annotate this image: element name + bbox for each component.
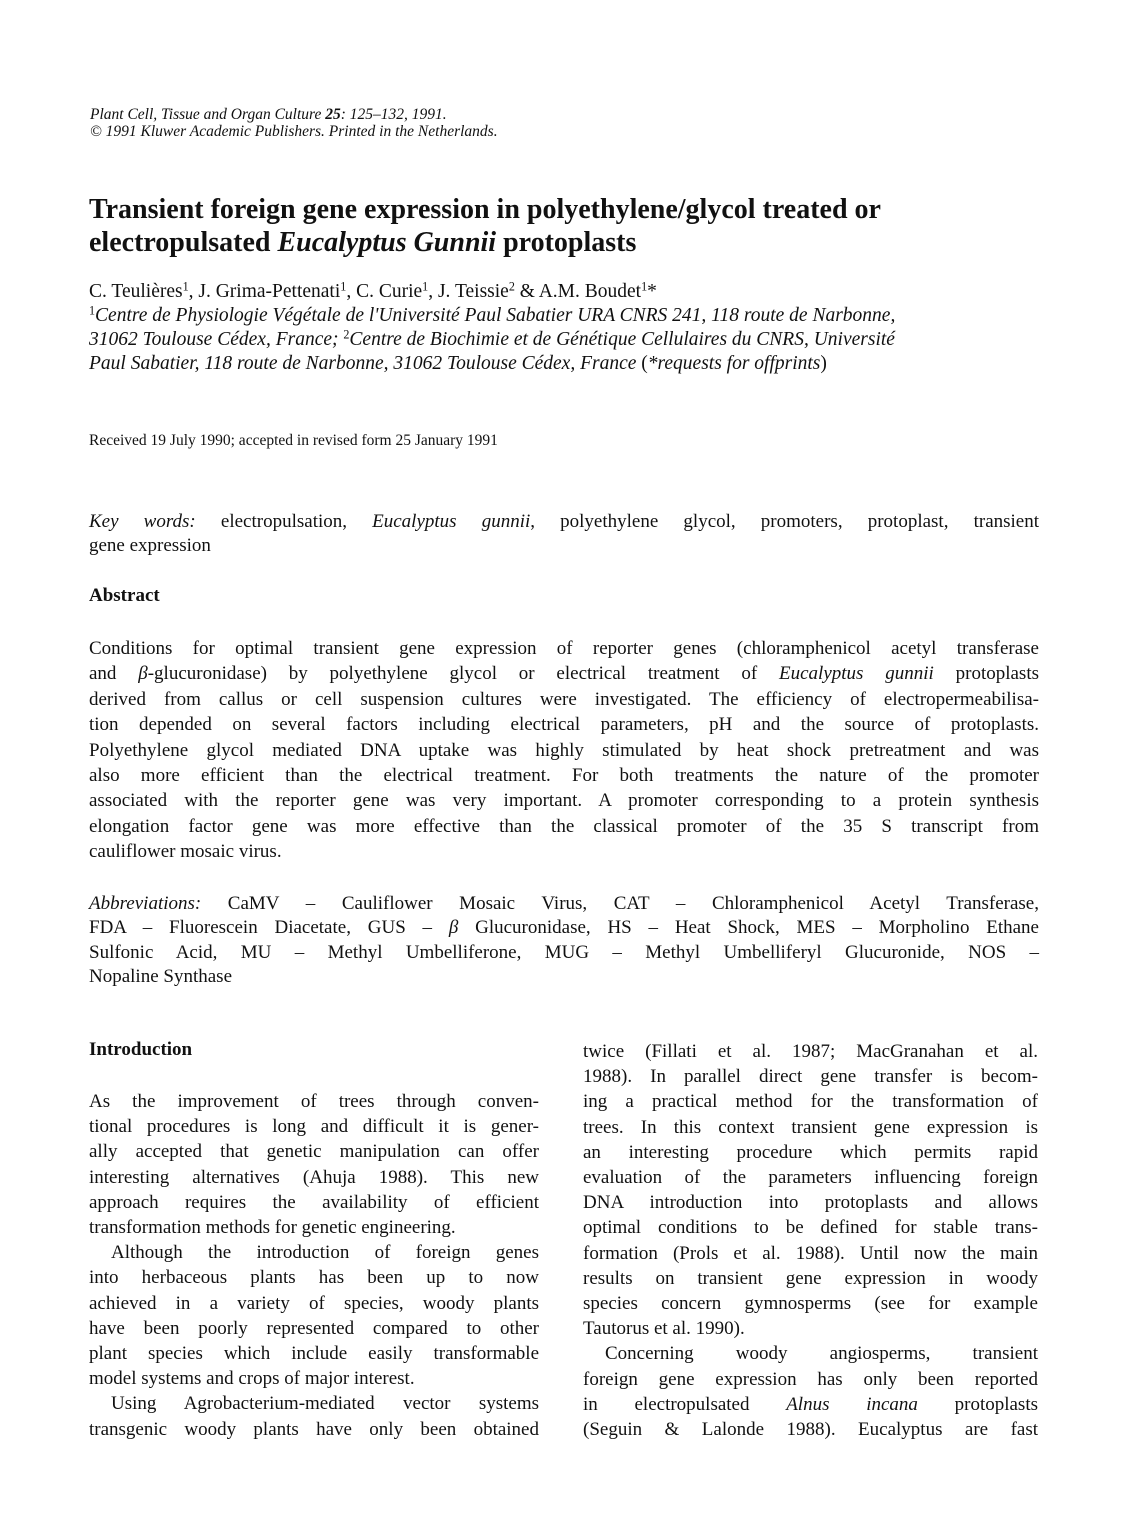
text-line (89, 941, 1039, 965)
text-line (583, 1165, 1038, 1190)
text-line (89, 788, 1039, 813)
introduction-heading: Introduction (89, 1039, 193, 1060)
left-column (89, 1089, 539, 1442)
text-segment: model systems and crops of major interest. (89, 1368, 415, 1390)
text-line (89, 1316, 539, 1341)
paper-title (89, 193, 881, 259)
text-segment: protoplasts (933, 663, 1040, 685)
abbreviations (89, 892, 1039, 990)
text-line (89, 1291, 539, 1316)
text-segment: an interesting procedure which permits rapid (583, 1141, 1038, 1163)
text-line (583, 1039, 1038, 1064)
text-segment: achieved in a variety of species, woody plants (89, 1292, 539, 1314)
superscript: 1 (422, 279, 429, 294)
text-segment: Tautorus et al. 1990). (583, 1318, 745, 1340)
text-segment: and (89, 663, 139, 685)
text-line (89, 1089, 539, 1114)
text-segment: elongation factor gene was more effective than the classical promoter of the 35 S transcript from (89, 815, 1039, 837)
text-line (89, 814, 1039, 839)
received-dates (89, 432, 498, 450)
text-line (583, 1140, 1038, 1165)
text-line (89, 534, 1039, 558)
text-segment: Eucalyptus gunnii (372, 511, 531, 532)
text-segment: β (138, 663, 148, 685)
text-line (89, 280, 1044, 304)
text-line (89, 432, 498, 450)
text-segment: protoplasts (917, 1393, 1038, 1415)
text-segment: *requests for offprints (647, 353, 821, 374)
text-segment: plant species which include easily transformable (89, 1343, 539, 1365)
text-segment: 1988). In parallel direct gene transfer is becom- (583, 1066, 1038, 1088)
text-line (89, 1114, 539, 1139)
text-line (89, 839, 1039, 864)
text-segment: gene expression (89, 535, 211, 556)
text-line (89, 1139, 539, 1164)
text-segment: associated with the reporter gene was very important. A promoter corresponding to a protein synthesis (89, 790, 1039, 812)
text-segment: transformation methods for genetic engineering. (89, 1217, 456, 1239)
text-segment: © 1991 (90, 123, 141, 140)
journal-citation (90, 106, 498, 140)
text-line (583, 1417, 1038, 1442)
text-segment: Key words: (89, 511, 196, 532)
text-segment: Nopaline Synthase (89, 966, 233, 988)
text-segment: Plant Cell, Tissue and Organ Culture (90, 106, 326, 123)
superscript: 1 (89, 303, 96, 318)
keywords (89, 510, 1039, 558)
text-line (89, 892, 1039, 916)
superscript: 1 (641, 279, 648, 294)
text-line (89, 712, 1039, 737)
text-segment: 31062 Toulouse Cédex, France; (89, 329, 344, 350)
text-segment: Transient foreign gene expression in polyethylene/glycol treated or (89, 194, 881, 225)
text-segment: Sulfonic Acid, MU – Methyl Umbelliferone, MUG – Methyl Umbelliferyl Glucuronide, NOS – (89, 941, 1039, 963)
text-line (89, 1366, 539, 1391)
text-segment: transgenic woody plants have only been obtained (89, 1418, 539, 1440)
text-segment: have been poorly represented compared to other (89, 1317, 539, 1339)
text-segment: cauliflower mosaic virus. (89, 841, 282, 863)
text-segment: FDA – Fluorescein Diacetate, GUS – (89, 917, 449, 939)
text-line (583, 1215, 1038, 1240)
text-segment: C. Teulières (89, 281, 183, 302)
text-segment: , J. Grima-Pettenati (188, 281, 341, 302)
text-line (583, 1115, 1038, 1140)
text-line (583, 1266, 1038, 1291)
authors-affiliations (89, 280, 1044, 376)
text-segment: Polyethylene glycol mediated DNA uptake was highly stimulated by heat shock pretreatment and was (89, 739, 1039, 761)
text-line (89, 687, 1039, 712)
text-line (89, 193, 881, 226)
text-segment: -glucuronidase) by polyethylene glycol or electrical treatment of (147, 663, 780, 685)
abstract-heading: Abstract (89, 585, 160, 606)
text-line (89, 352, 1044, 376)
text-segment: ally accepted that genetic manipulation can offer (89, 1141, 539, 1163)
text-segment: Received 19 July 1990; accepted in revised form 25 January 1991 (89, 432, 498, 449)
text-segment: DNA introduction into protoplasts and allows (583, 1192, 1038, 1214)
text-segment: CaMV – Cauliflower Mosaic Virus, CAT – Chloramphenicol Acetyl Transferase, (201, 893, 1039, 914)
text-segment: trees. In this context transient gene expression is (583, 1116, 1038, 1138)
text-line (89, 1417, 539, 1442)
text-segment: Concerning woody angiosperms, transient (605, 1343, 1038, 1365)
text-segment: derived from callus or cell suspension cultures were investigated. The efficiency of electropermeabilisa- (89, 688, 1039, 710)
text-segment: ) (820, 353, 827, 374)
text-line (89, 328, 1044, 352)
text-segment: , C. Curie (346, 281, 423, 302)
text-line (89, 1165, 539, 1190)
text-line (583, 1064, 1038, 1089)
text-segment: evaluation of the parameters influencing foreign (583, 1167, 1038, 1189)
text-segment: β (448, 917, 459, 939)
text-segment: ( (636, 353, 648, 374)
text-line (583, 1241, 1038, 1266)
text-segment: formation (Prols et al. 1988). Until now the main (583, 1242, 1038, 1264)
text-line (89, 636, 1039, 661)
text-segment: electropulsation, (195, 511, 373, 532)
text-line (583, 1367, 1038, 1392)
text-line (89, 304, 1044, 328)
text-line (89, 965, 1039, 989)
text-segment: tion depended on several factors including electrical parameters, pH and the source of protoplasts. (89, 714, 1039, 736)
text-line (583, 1190, 1038, 1215)
abstract-text (89, 636, 1039, 865)
text-segment: Glucuronidase, HS – Heat Shock, MES – Morpholino Ethane (458, 917, 1039, 939)
text-segment: : 125–132, 1991. (340, 106, 447, 123)
text-line (583, 1392, 1038, 1417)
text-line (90, 123, 498, 140)
text-segment: into herbaceous plants has been up to now (89, 1267, 539, 1289)
text-segment: , J. Teissie (428, 281, 509, 302)
text-line (89, 1240, 539, 1265)
text-segment: ing a practical method for the transformation of (583, 1091, 1038, 1113)
text-line (89, 661, 1039, 686)
text-segment: & A.M. Boudet (514, 281, 642, 302)
superscript: 2 (343, 327, 350, 342)
text-segment: 25 (325, 106, 341, 123)
text-line (89, 738, 1039, 763)
text-segment: Although the introduction of foreign genes (111, 1242, 539, 1264)
text-segment: protoplasts (496, 227, 637, 258)
superscript: 1 (340, 279, 347, 294)
text-segment: Alnus incana (786, 1393, 918, 1415)
text-segment: * (647, 281, 657, 302)
text-segment: , polyethylene glycol, promoters, protoplast, transient (530, 511, 1040, 532)
text-line (89, 1341, 539, 1366)
text-line (89, 1190, 539, 1215)
text-segment: in electropulsated (583, 1393, 787, 1415)
text-segment: Conditions for optimal transient gene expression of reporter genes (chloramphenicol acetyl transferase (89, 638, 1039, 659)
text-segment: electropulsated (89, 227, 278, 258)
text-segment: foreign gene expression has only been reported (583, 1368, 1038, 1390)
text-line (583, 1291, 1038, 1316)
text-segment: Paul Sabatier, 118 route de Narbonne, 31062 Toulouse Cédex, France (89, 353, 637, 374)
text-line (89, 916, 1039, 940)
text-segment: also more efficient than the electrical treatment. For both treatments the nature of the promoter (89, 765, 1039, 787)
text-line (583, 1341, 1038, 1366)
text-segment: tional procedures is long and difficult it is gener- (89, 1116, 539, 1138)
text-segment: Eucalyptus gunnii (779, 663, 934, 685)
text-segment: Centre de Physiologie Végétale de l'Université Paul Sabatier URA CNRS 241, 118 route de Narbonne, (95, 305, 896, 326)
text-segment: Using Agrobacterium-mediated vector systems (111, 1393, 539, 1415)
text-line (90, 106, 498, 123)
text-line (583, 1089, 1038, 1114)
right-column (583, 1039, 1038, 1442)
text-segment: Centre de Biochimie et de Génétique Cellulaires du CNRS, Université (349, 329, 895, 350)
text-line (583, 1316, 1038, 1341)
text-segment: optimal conditions to be defined for stable trans- (583, 1217, 1038, 1239)
text-segment: species concern gymnosperms (see for example (583, 1293, 1038, 1315)
superscript: 2 (508, 279, 515, 294)
superscript: 1 (182, 279, 189, 294)
text-segment: As the improvement of trees through conven- (89, 1091, 539, 1112)
text-line (89, 1391, 539, 1416)
text-segment: Eucalyptus Gunnii (277, 227, 497, 258)
text-segment: (Seguin & Lalonde 1988). Eucalyptus are fast (583, 1419, 1038, 1441)
text-segment: approach requires the availability of efficient (89, 1191, 539, 1213)
text-line (89, 226, 881, 259)
text-segment: interesting alternatives (Ahuja 1988). This new (89, 1166, 539, 1188)
text-segment: twice (Fillati et al. 1987; MacGranahan et al. (583, 1041, 1038, 1062)
text-line (89, 510, 1039, 534)
text-line (89, 1265, 539, 1290)
text-line (89, 763, 1039, 788)
text-segment: Abbreviations: (89, 893, 202, 914)
text-segment: Kluwer Academic Publishers. Printed in the Netherlands. (140, 123, 498, 140)
text-line (89, 1215, 539, 1240)
text-segment: results on transient gene expression in woody (583, 1267, 1038, 1289)
